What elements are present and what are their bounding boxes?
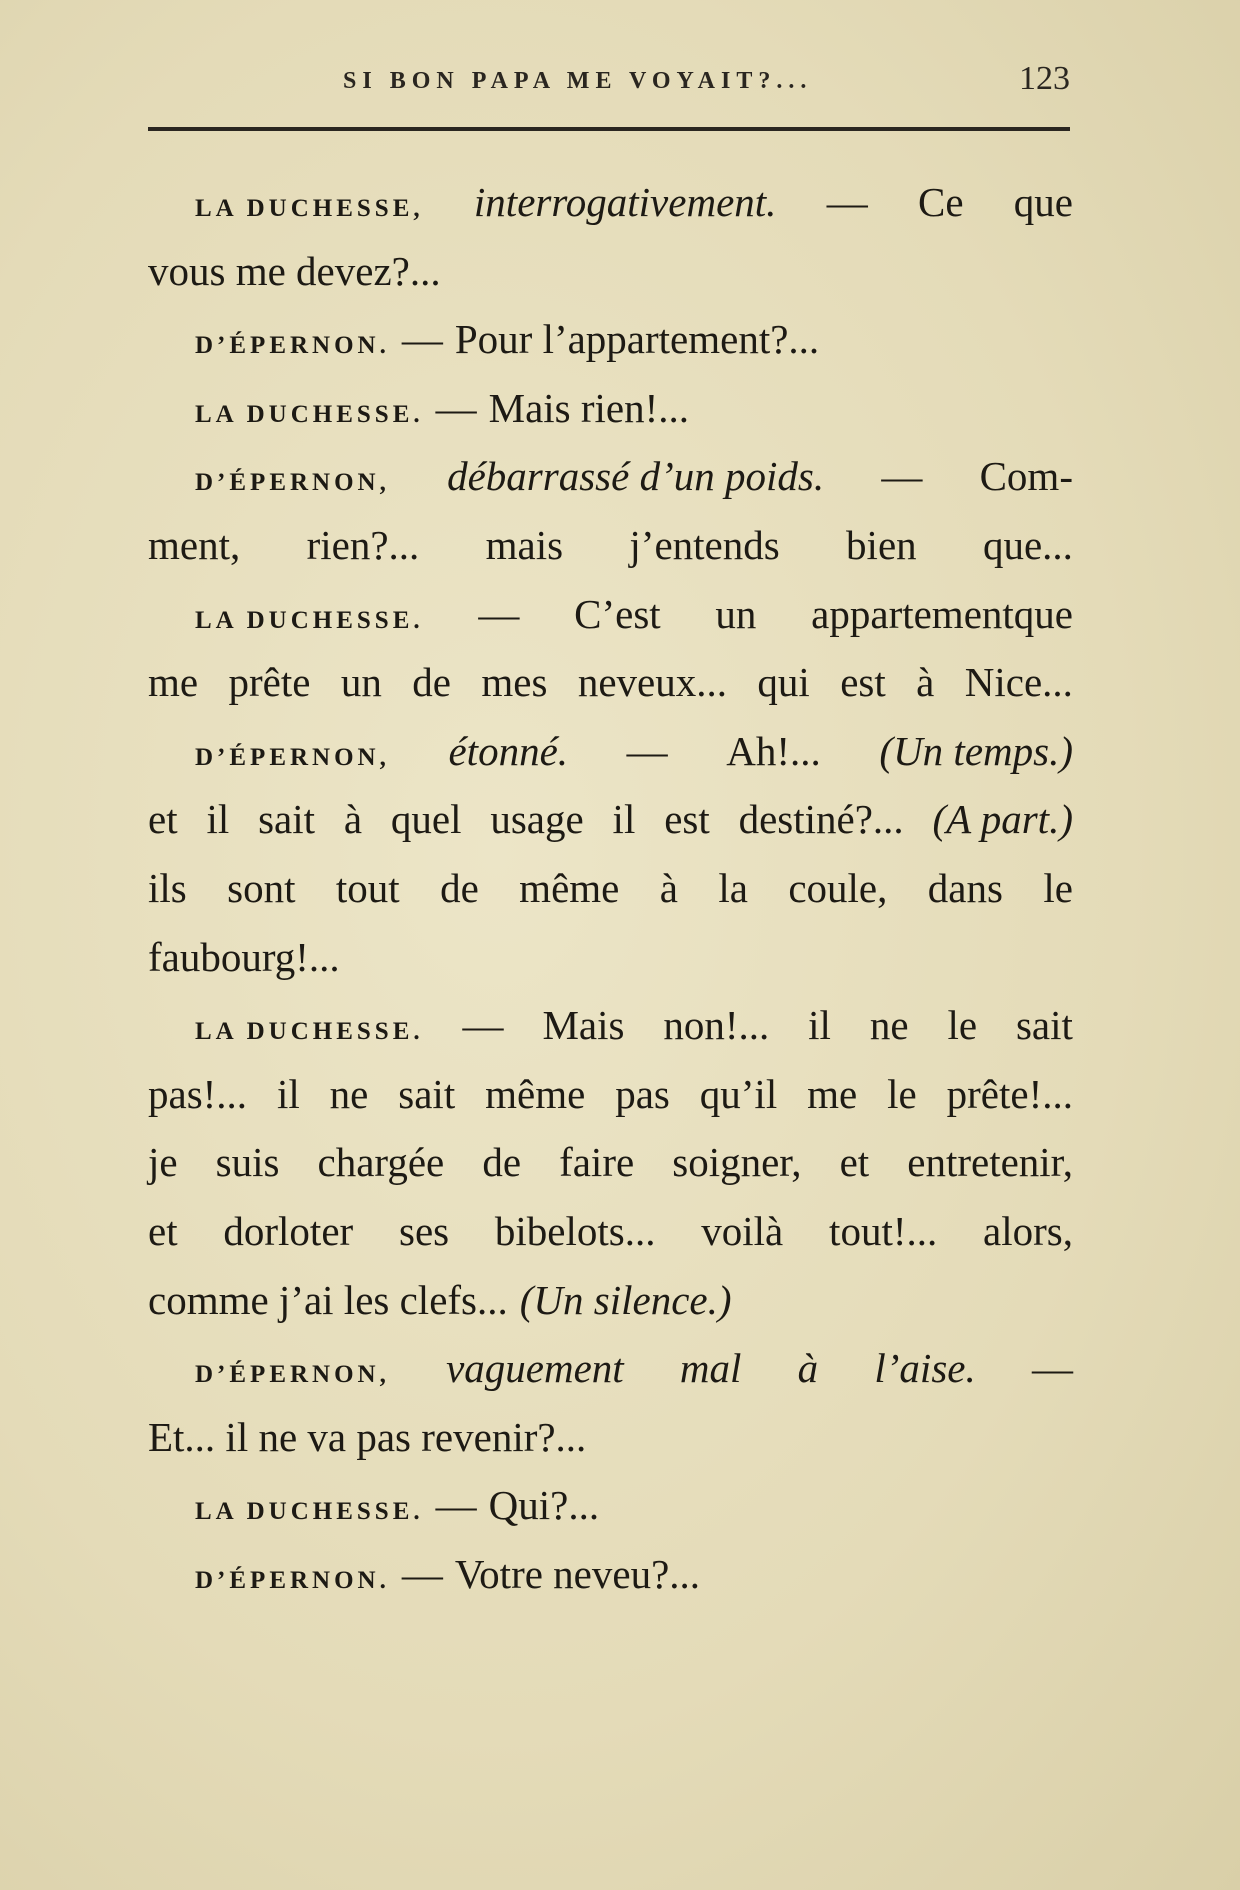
stage-direction: (Un temps.) <box>879 727 1073 774</box>
word: me <box>807 1070 858 1117</box>
word: entretenir, <box>907 1139 1073 1186</box>
stage-direction: interrogativement. <box>473 179 777 225</box>
word: — <box>826 179 868 225</box>
word: neveux... <box>577 659 727 706</box>
text-line <box>148 1334 1073 1403</box>
word: faire <box>559 1139 635 1186</box>
word: et <box>839 1139 870 1186</box>
word: voilà <box>701 1207 784 1254</box>
text-span: Qui?... <box>488 1482 600 1529</box>
text-line <box>148 717 1073 786</box>
word: il <box>206 796 230 843</box>
stage-direction: vaguement <box>446 1345 624 1392</box>
stage-direction: à <box>797 1345 819 1392</box>
word: non!... <box>663 1002 770 1049</box>
word: C’est <box>574 590 661 637</box>
word: Ce <box>917 179 964 225</box>
text-span: Mais rien!... <box>488 384 690 431</box>
text-span: vous me devez?... <box>148 247 441 294</box>
header-rule <box>148 127 1070 131</box>
word: et <box>148 1207 178 1254</box>
word: j’entends <box>629 521 780 568</box>
word: le <box>947 1002 978 1049</box>
word: pas <box>615 1070 670 1117</box>
word: bien <box>846 521 917 568</box>
word: rien?... <box>306 521 420 568</box>
text-span: faubourg!... <box>148 933 340 980</box>
word: quel <box>390 796 462 843</box>
text-span: Votre neveu?... <box>454 1550 701 1597</box>
word: Com- <box>979 453 1073 500</box>
speaker-name: D’ÉPERNON, <box>195 743 390 771</box>
text-line <box>148 1471 1073 1540</box>
text-line <box>148 1266 1073 1335</box>
word: il <box>612 796 636 843</box>
word: — <box>435 1482 477 1529</box>
word: appartementque <box>811 590 1073 637</box>
word: ne <box>329 1070 369 1117</box>
word: Nice... <box>964 659 1073 706</box>
text-line <box>148 1060 1073 1129</box>
speaker-name: LA DUCHESSE, <box>195 195 424 222</box>
stage-direction: débarrassé d’un poids. <box>447 453 825 500</box>
speaker-name: LA DUCHESSE. <box>195 400 424 428</box>
word: ils <box>148 864 187 911</box>
word: est <box>664 796 710 843</box>
speaker-name: D’ÉPERNON. <box>195 1566 390 1594</box>
word: dorloter <box>223 1207 354 1254</box>
word: sait <box>398 1070 456 1117</box>
word: que <box>1013 179 1073 225</box>
page-header <box>148 60 1070 104</box>
word: sont <box>227 864 296 911</box>
word: ne <box>869 1002 909 1049</box>
word: un <box>340 659 382 706</box>
word: le <box>1043 864 1073 911</box>
text-line <box>148 442 1073 511</box>
stage-direction: l’aise. <box>874 1345 976 1392</box>
speaker-name: D’ÉPERNON, <box>195 469 390 497</box>
word: chargée <box>317 1139 445 1186</box>
stage-direction: mal <box>679 1345 742 1392</box>
word: me <box>148 659 199 706</box>
word: — <box>1031 1345 1073 1392</box>
word: — <box>626 727 668 774</box>
word: qui <box>757 659 810 706</box>
text-line <box>148 237 1073 306</box>
word: le <box>887 1070 917 1117</box>
running-title: SI BON PAPA ME VOYAIT?... <box>343 68 813 94</box>
word: qu’il <box>699 1070 778 1117</box>
word: — <box>401 1550 443 1597</box>
word: ses <box>398 1207 450 1254</box>
word: pas!... <box>148 1070 248 1117</box>
stage-direction: (A part.) <box>932 796 1073 843</box>
text-line <box>148 785 1073 854</box>
word: ment, <box>148 521 241 568</box>
word: — <box>881 453 923 500</box>
word: coule, <box>788 864 888 911</box>
stage-direction: (Un silence.) <box>519 1276 732 1323</box>
word: alors, <box>983 1207 1073 1254</box>
text-line <box>148 1540 1073 1609</box>
speaker-name: LA DUCHESSE. <box>195 606 424 634</box>
text-line <box>148 580 1073 649</box>
text-line <box>148 168 1073 237</box>
word: Mais <box>542 1002 625 1049</box>
speaker-name: D’ÉPERNON. <box>195 332 390 360</box>
word: il <box>808 1002 831 1049</box>
word: — <box>401 316 443 363</box>
word: — <box>478 590 520 637</box>
word: que... <box>982 521 1073 568</box>
word: bibelots... <box>494 1207 656 1254</box>
word: soigner, <box>672 1139 802 1186</box>
word: à <box>659 864 678 911</box>
speaker-name: LA DUCHESSE. <box>195 1018 424 1046</box>
word: un <box>715 590 757 637</box>
text-span: Pour l’appartement?... <box>454 316 820 363</box>
word: à <box>343 796 363 843</box>
text-line <box>148 854 1073 923</box>
word: suis <box>215 1139 280 1186</box>
word: mes <box>481 659 548 706</box>
page-number: 123 <box>1019 60 1070 97</box>
word: prête!... <box>946 1070 1073 1117</box>
text-line <box>148 1197 1073 1266</box>
word: tout!... <box>829 1207 938 1254</box>
text-line <box>148 511 1073 580</box>
word: tout <box>335 864 400 911</box>
word: usage <box>490 796 584 843</box>
speaker-name: D’ÉPERNON, <box>195 1361 390 1389</box>
speaker-name: LA DUCHESSE. <box>195 1498 424 1526</box>
text-line <box>148 923 1073 992</box>
word: de <box>412 659 451 706</box>
word: sait <box>1015 1002 1073 1049</box>
word: — <box>435 384 477 431</box>
word: dans <box>927 864 1003 911</box>
word: Ah!... <box>726 727 821 774</box>
word: de <box>440 864 479 911</box>
word: prête <box>228 659 311 706</box>
text-line <box>148 648 1073 717</box>
word: même <box>519 864 620 911</box>
word: même <box>485 1070 586 1117</box>
word: — <box>462 1002 504 1049</box>
text-line <box>148 374 1073 443</box>
text-line <box>148 305 1073 374</box>
dialogue-text <box>148 168 1073 1608</box>
stage-direction: étonné. <box>448 727 569 774</box>
word: est <box>840 659 886 706</box>
text-span: comme j’ai les clefs... <box>148 1276 508 1323</box>
word: à <box>916 659 935 706</box>
text-line <box>148 1128 1073 1197</box>
word: et <box>148 796 178 843</box>
text-line <box>148 991 1073 1060</box>
word: il <box>276 1070 300 1117</box>
word: sait <box>258 796 316 843</box>
text-line <box>148 1403 1073 1472</box>
word: de <box>482 1139 522 1186</box>
text-span: Et... il ne va pas revenir?... <box>148 1413 587 1460</box>
word: destiné?... <box>738 796 904 843</box>
word: je <box>148 1139 178 1186</box>
word: mais <box>485 521 564 568</box>
word: la <box>718 864 748 911</box>
